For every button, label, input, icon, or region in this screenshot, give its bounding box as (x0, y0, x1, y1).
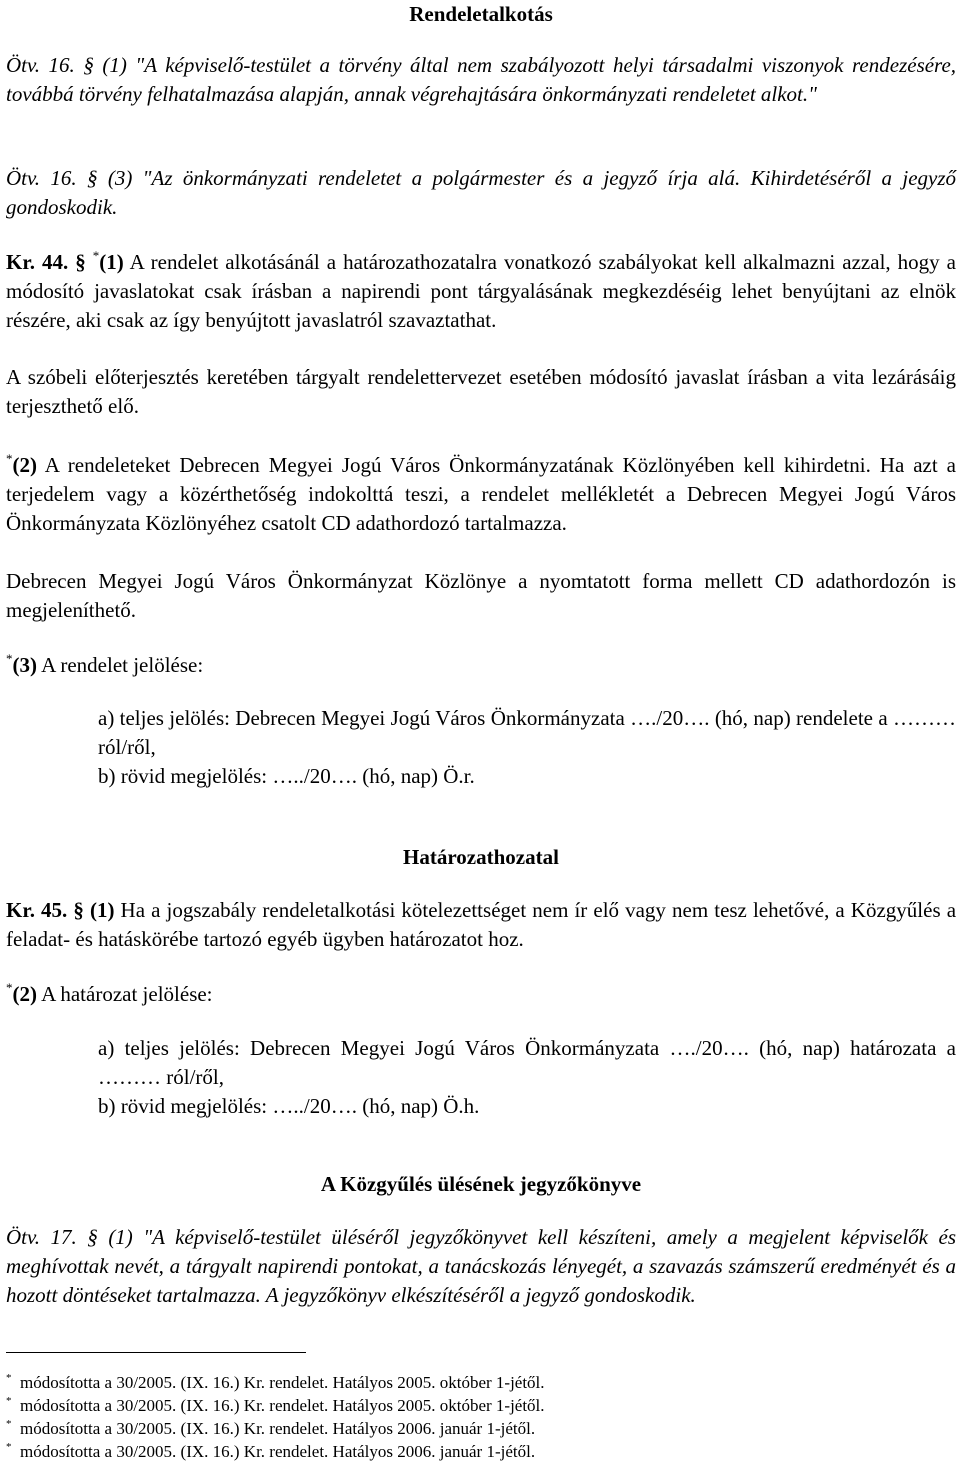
kr-45-1-text: Ha a jogszabály rendeletalkotási kötelezettséget nem ír elő vagy nem tesz lehetővé, a Közgyűlés a feladat- és hatáskörébe tartozó egyéb ügyben határozatot hoz. (6, 898, 957, 951)
otv-17-paragraph (6, 1223, 956, 1310)
kr-44-3-paragraph (6, 651, 956, 680)
footnote-item: * módosította a 30/2005. (IX. 16.) Kr. rendelet. Hatályos 2006. január 1-jétől. (6, 1441, 536, 1461)
kr-44-ref: Kr. 44. (6, 250, 69, 274)
footnote-item: * módosította a 30/2005. (IX. 16.) Kr. rendelet. Hatályos 2005. október 1-jétől. (6, 1372, 545, 1392)
kr-45-2-num: (2) (12, 982, 37, 1006)
kr-44-3-num: (3) (12, 653, 37, 677)
otv-16-1-ref: Ötv. 16. (6, 53, 75, 77)
kr-44-2-paragraph (6, 451, 956, 538)
otv-17-ref: Ötv. 17. (6, 1225, 77, 1249)
otv-16-3-text: (3) "Az önkormányzati rendeletet a polgármester és a jegyző írja alá. Kihirdetéséről a jegyző gondoskodik. (6, 166, 957, 219)
kr-45-2-item-b: b) rövid megjelölés: …../20…. (hó, nap) Ö.h. (98, 1094, 480, 1118)
kr-45-2-paragraph (6, 980, 956, 1009)
kr-44-2c-paragraph: Debrecen Megyei Jogú Város Önkormányzat Közlönye a nyomtatott forma mellett CD adathordozón is megjeleníthető. (6, 569, 956, 622)
otv-16-1-paragraph (6, 51, 956, 109)
footnote-item: * módosította a 30/2005. (IX. 16.) Kr. rendelet. Hatályos 2006. január 1-jétől. (6, 1418, 536, 1438)
kr-45-1-num: (1) (89, 898, 115, 922)
amendment-star: * (92, 248, 100, 263)
amendment-star: * (6, 980, 13, 995)
kr-44-1b-paragraph: A szóbeli előterjesztés keretében tárgyalt rendelettervezet esetében módosító javaslat írásban a vita lezárásáig terjeszthető elő. (6, 365, 956, 418)
footnote-text: módosította a 30/2005. (IX. 16.) Kr. rendelet. Hatályos 2006. január 1-jétől. (20, 1419, 536, 1438)
kr-45-1-paragraph (6, 896, 956, 954)
otv-16-3-ref: Ötv. 16. (6, 166, 77, 190)
kr-44-2-text-a: A rendeleteket Debrecen Megyei Jogú Város Önkormányzatának Közlönyében kell kihirdetni. (44, 453, 871, 477)
heading-rendeletalkotas: Rendeletalkotás (409, 2, 553, 26)
kr-44-2-text-b: Ha azt a terjedelem vagy a közérthetőség indokolttá teszi, a rendelet mellékletét a Debrecen Megyei Jogú Város Önkormányzata Közlönyéhez csatolt CD adathordozó tartalmazza. (6, 453, 956, 535)
kr-45-2-text: A határozat jelölése: (41, 982, 213, 1006)
footnote-text: módosította a 30/2005. (IX. 16.) Kr. rendelet. Hatályos 2005. október 1-jétől. (20, 1373, 545, 1392)
section-sign: § (83, 53, 94, 77)
footnote-divider (6, 1352, 306, 1353)
kr-44-1-text: A rendelet alkotásánál a határozathozatalra vonatkozó szabályokat kell alkalmazni azzal, hogy a módosító javaslatokat csak írásban a napirendi pont tárgyalásának megkezdéséig lehet benyújtani az elnök részére, aki csak az így benyújtott javaslatról szavaztathat. (6, 250, 957, 332)
kr-44-1-paragraph (6, 248, 956, 335)
otv-16-3-paragraph (6, 164, 956, 222)
otv-16-1-text: (1) "A képviselő-testület a törvény által nem szabályozott helyi társadalmi viszonyok rendezésére, továbbá törvény felhatalmazása alapján, annak végrehajtására önkormányzati rendeletet alkot." (6, 53, 957, 106)
footnote-text: módosította a 30/2005. (IX. 16.) Kr. rendelet. Hatályos 2006. január 1-jétől. (20, 1442, 536, 1461)
section-sign: § (75, 250, 86, 274)
footnote-item: * módosította a 30/2005. (IX. 16.) Kr. rendelet. Hatályos 2005. október 1-jétől. (6, 1395, 545, 1415)
kr-44-3-text: A rendelet jelölése: (41, 653, 204, 677)
heading-hatarozathozatal: Határozathozatal (403, 845, 559, 869)
heading-jegyzokonyv: A Közgyűlés ülésének jegyzőkönyve (320, 1172, 642, 1196)
amendment-star: * (6, 451, 13, 466)
kr-44-2-num: (2) (12, 453, 37, 477)
kr-45-2-item-a: a) teljes jelölés: Debrecen Megyei Jogú Város Önkormányzata …./20…. (hó, nap) határozata a ……… ról/ről, (98, 1036, 956, 1089)
kr-44-3-item-b: b) rövid megjelölés: …../20…. (hó, nap) Ö.r. (98, 764, 475, 788)
otv-17-text: (1) "A képviselő-testület üléséről jegyzőkönyvet kell készíteni, amely a megjelent képviselők és meghívottak nevét, a tárgyalt napirendi pontokat, a tanácskozás lényegét, a szavazás számszerű eredményét és a hozott döntéseket tartalmazza. A jegyzőkönyv elkészítéséről a jegyző gondoskodik. (6, 1225, 956, 1307)
amendment-star: * (6, 651, 13, 666)
section-sign: § (73, 898, 84, 922)
section-sign: § (87, 1225, 98, 1249)
kr-44-1-num: (1) (99, 250, 124, 274)
kr-45-ref: Kr. 45. (6, 898, 68, 922)
section-sign: § (86, 166, 98, 190)
footnote-text: módosította a 30/2005. (IX. 16.) Kr. rendelet. Hatályos 2005. október 1-jétől. (20, 1396, 545, 1415)
kr-44-3-item-a: a) teljes jelölés: Debrecen Megyei Jogú Város Önkormányzata …./20…. (hó, nap) rendelete a ……… ról/ről, (98, 706, 956, 759)
